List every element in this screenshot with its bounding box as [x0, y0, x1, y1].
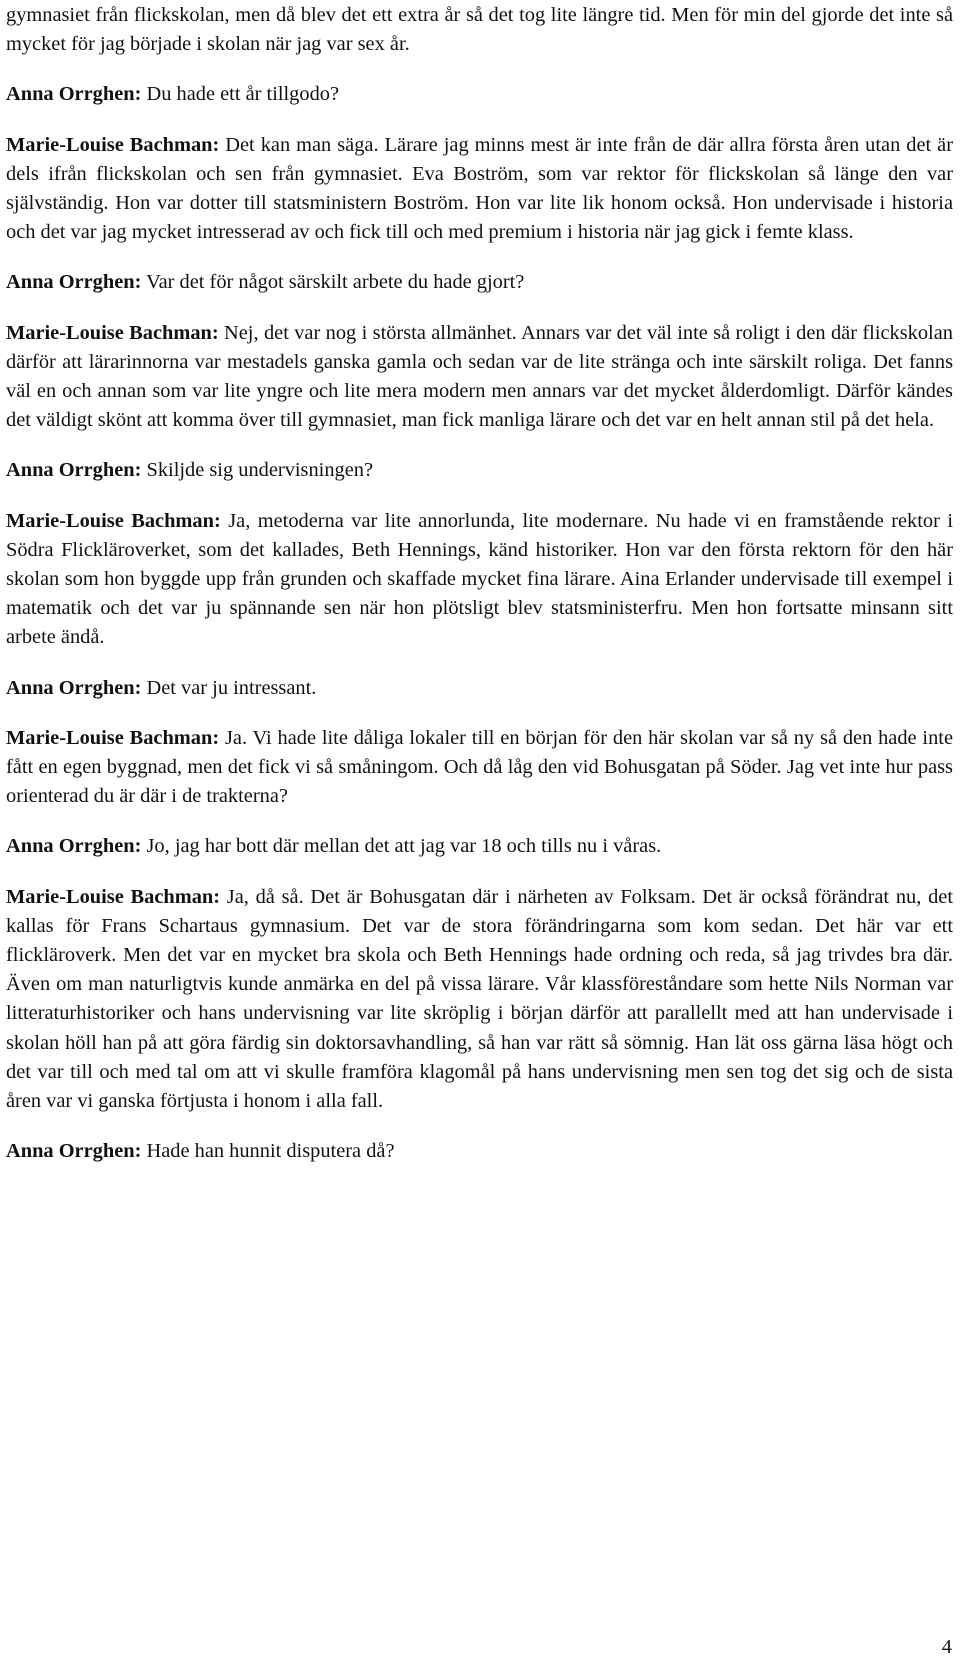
paragraph-text: Var det för något särskilt arbete du hade gjort?: [146, 271, 525, 294]
paragraph-text: Skiljde sig undervisningen?: [146, 459, 374, 482]
speaker-name: Marie-Louise Bachman:: [6, 509, 221, 532]
paragraph-text: Ja. Vi hade lite dåliga lokaler till en början för den här skolan var så ny så den hade inte fått en egen byggnad, men det fick vi så småningom. Och då låg den vid Bohusgatan på Söder. Jag vet inte hur pass orienterad du är där i de trakterna?: [6, 726, 953, 808]
paragraph: [6, 832, 953, 861]
interview-transcript: [6, 0, 953, 1188]
paragraph-text: Nej, det var nog i största allmänhet. Annars var det väl inte så roligt i den där flickskolan därför att lärarinnorna var mestadels ganska gamla och sedan var de lite stränga och inte särskilt roliga. Det fanns väl en och annan som var lite yngre och lite mera modern men annars var det mycket ålderdomligt. Därför kändes det väldigt skönt att komma över till gymnasiet, man fick manliga lärare och det var en helt annan stil på det hela.: [6, 321, 953, 432]
paragraph-text: Hade han hunnit disputera då?: [146, 1140, 395, 1163]
speaker-name: Anna Orrghen:: [6, 1140, 142, 1163]
speaker-name: Anna Orrghen:: [6, 459, 142, 482]
speaker-name: Marie-Louise Bachman:: [6, 726, 220, 749]
speaker-name: Anna Orrghen:: [6, 83, 142, 106]
paragraph: [6, 507, 953, 653]
paragraph: [6, 1, 953, 59]
paragraph-text: Du hade ett år tillgodo?: [146, 83, 340, 106]
paragraph-text: Ja, då så. Det är Bohusgatan där i närheten av Folksam. Det är också förändrat nu, det kallas för Frans Schartaus gymnasium. Det var de stora förändringarna som kom sedan. Det här var ett flickläroverk. Men det var en mycket bra skola och Beth Hennings hade ordning och reda, så jag trivdes bra där. Även om man naturligtvis kunde anmärka en del på vissa lärare. Vår klassföreståndare som hette Nils Norman var litteraturhistoriker och hans undervisning var lite skröplig i början därför att parallellt med att han undervisade i skolan höll han på att göra färdig sin doktorsavhandling, så han var rätt så sömnig. Han lät oss gärna läsa högt och det var till och med tal om att vi skulle framföra klagomål på hans undervisning men sen tog det sig och de sista åren var vi ganska förtjusta i honom i alla fall.: [6, 885, 953, 1113]
paragraph-text: Det kan man säga. Lärare jag minns mest är inte från de där allra första åren utan det är dels ifrån flickskolan och sen från gymnasiet. Eva Boström, som var rektor för flickskolan så länge den var självständig. Hon var dotter till statsministern Boström. Hon var lite lik honom också. Hon undervisade i historia och det var jag mycket intresserad av och fick till och med premium i historia när jag gick i femte klass.: [6, 133, 953, 244]
speaker-name: Anna Orrghen:: [6, 676, 142, 699]
paragraph-text: Det var ju intressant.: [146, 676, 317, 699]
page-number: 4: [941, 1636, 952, 1658]
speaker-name: Marie-Louise Bachman:: [6, 133, 220, 156]
paragraph: [6, 883, 953, 1117]
speaker-name: Marie-Louise Bachman:: [6, 321, 219, 344]
speaker-name: Marie-Louise Bachman:: [6, 885, 221, 908]
paragraph-text: Ja, metoderna var lite annorlunda, lite modernare. Nu hade vi en framstående rektor i Södra Flickläroverket, som det kallades, Beth Hennings, känd historiker. Hon var den första rektorn för den här skolan som hon byggde upp från grunden och skaffade mycket fina lärare. Aina Erlander undervisade till exempel i matematik och det var ju spännande sen när hon plötsligt blev statsministerfru. Men hon fortsatte minsann sitt arbete ändå.: [6, 509, 954, 649]
paragraph: [6, 80, 953, 109]
paragraph-text: Jo, jag har bott där mellan det att jag var 18 och tills nu i våras.: [146, 835, 662, 858]
paragraph: [6, 456, 953, 485]
paragraph: [6, 724, 953, 812]
paragraph: [6, 268, 953, 297]
speaker-name: Anna Orrghen:: [6, 835, 142, 858]
paragraph: [6, 1137, 953, 1166]
speaker-name: Anna Orrghen:: [6, 271, 142, 294]
paragraph: [6, 674, 953, 703]
paragraph: [6, 319, 953, 436]
paragraph-text: gymnasiet från flickskolan, men då blev det ett extra år så det tog lite längre tid. Men för min del gjorde det inte så mycket för jag började i skolan när jag var sex år.: [6, 4, 953, 56]
paragraph: [6, 131, 953, 248]
